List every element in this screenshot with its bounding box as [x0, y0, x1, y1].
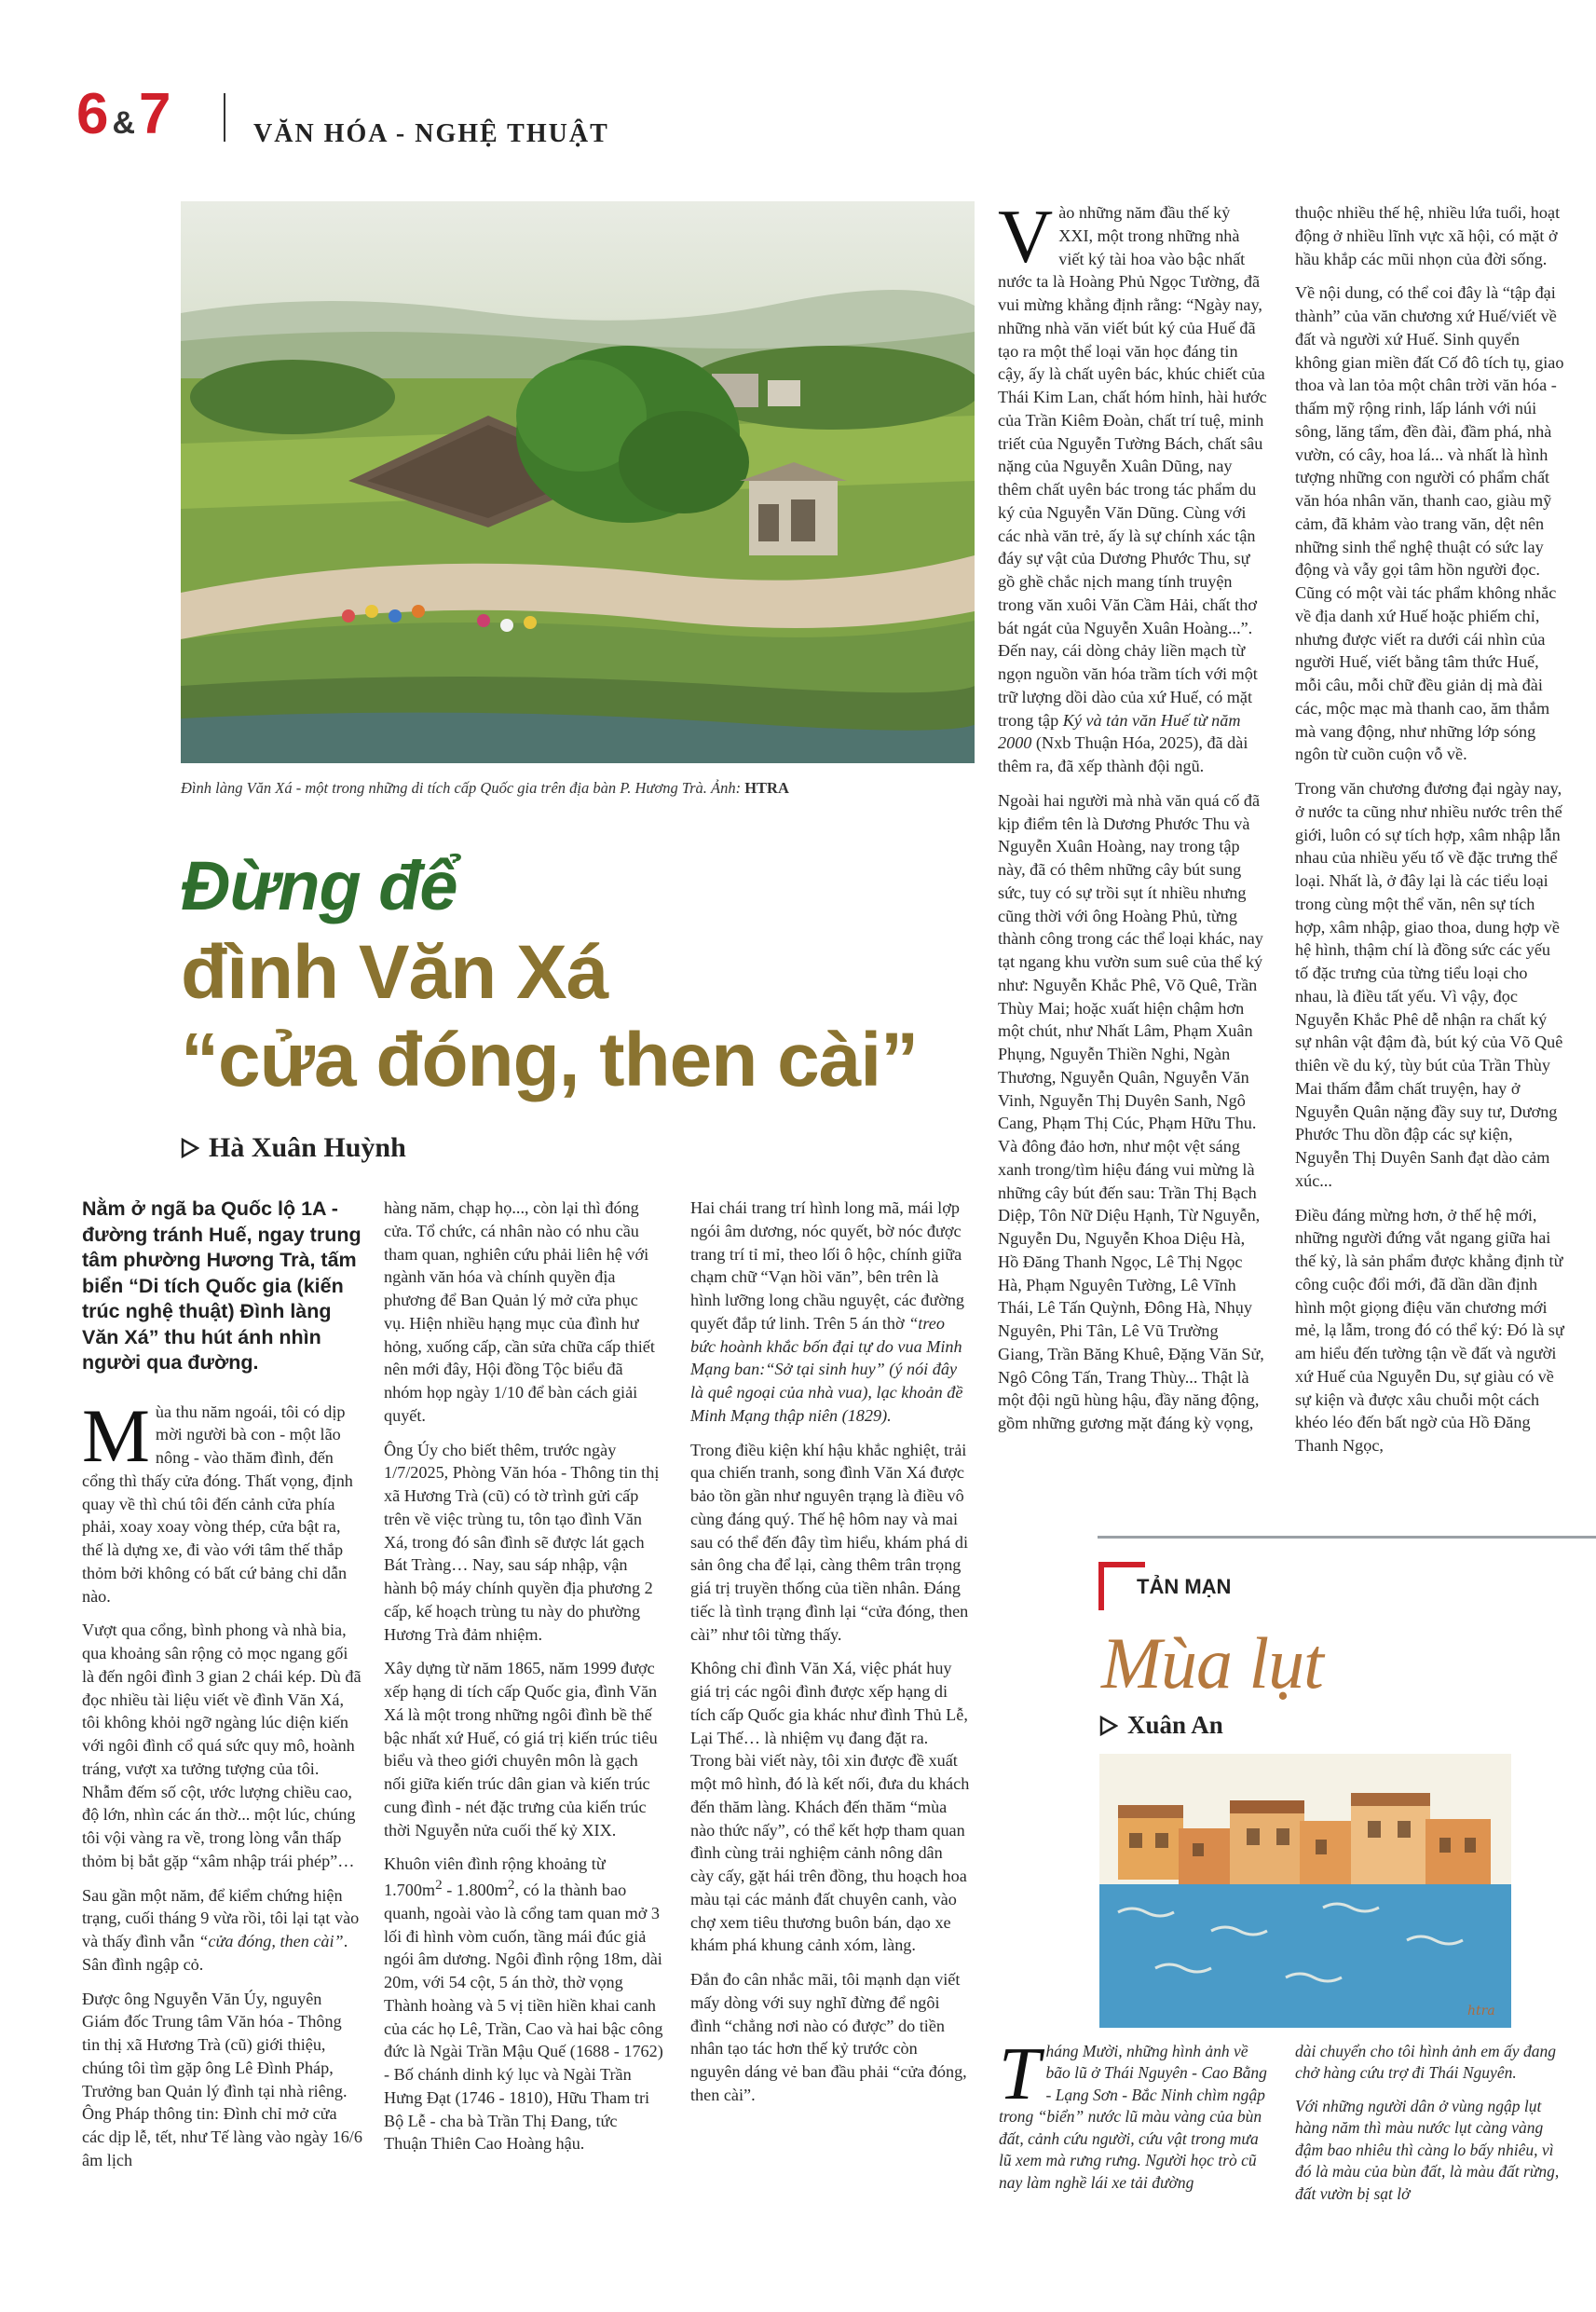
paragraph-text: - 1.800m — [442, 1881, 508, 1900]
paragraph-italic: “treo bức hoành khắc bốn đại tự do vua Minh Mạng ban:“Sở tại sinh huy” (ý nói đây là quê ngoại của nhà vua), lạc khoản đề Minh Mạng thập niên (1829). — [690, 1313, 963, 1425]
paragraph: Trong văn chương đương đại ngày nay, ở nước ta cũng như nhiều nước trên thế giới, luôn có sự tích hợp, xâm nhập lẫn nhau của nhiều yếu tố về đặc trưng thể loại. Nhất là, ở đây lại là các tiểu loại trong cùng một thể văn, nên sự tích hợp, xâm nhập, giao thoa, dung hợp về hệ hình, thậm chí là đồng sức các yếu tố đặc trưng của từng tiểu loại cho nhau, là điều tất yếu. Vì vậy, đọc Nguyễn Khắc Phê dễ nhận ra chất ký sự nhân vật đậm đà, bút ký của Võ Quê thiên về du ký, tùy bút của Trần Thùy Mai thấm đẫm chất truyện, hay ở Nguyễn Quân nặng đầy suy tư, Dương Phước Thu dồn đập các sự kiện, Nguyễn Thị Duyên Sanh đạt dào cảm xúc... — [1295, 779, 1563, 1190]
painting-signature: htra — [1467, 2004, 1495, 2018]
village-temple-illustration — [181, 201, 975, 763]
paragraph-text: háng Mười, những hình ảnh về bão lũ ở Thái Nguyên - Cao Bằng - Lạng Sơn - Bắc Ninh chìm ngập trong “biển” nước lũ màu vàng của bùn đất, cảnh cứu người, cứu vật trong mưa lũ xem mà rưng rưng. Người học trò cũ nay làm nghề lái xe tải đường — [999, 2042, 1267, 2192]
paragraph-italic: “cửa đóng, then cài” — [198, 1932, 344, 1951]
page-number-amp: & — [112, 105, 136, 141]
paragraph — [998, 194, 1268, 778]
drop-cap: T — [999, 2033, 1041, 2115]
side-column-1 — [999, 2033, 1269, 2205]
article-photo — [181, 201, 975, 763]
review-column-2 — [1295, 201, 1565, 1469]
paragraph-text: (Nxb Thuận Hóa, 2025), đã dài thêm ra, đã xếp thành đội ngũ. — [998, 733, 1248, 775]
flood-painting — [1099, 1754, 1511, 2028]
paragraph: Xây dựng từ năm 1865, năm 1999 được xếp hạng di tích cấp Quốc gia, đình Văn Xá là một trong những ngôi đình bề thế bậc nhất xứ Huế, có giá trị kiến trúc tiêu biểu và theo giới chuyên môn là gạch nối giữa kiến trúc dân gian và kiến trúc cung đình - nét đặc trưng của kiến trúc thời Nguyễn nửa cuối thế kỷ XIX. — [384, 1659, 658, 1840]
side-author-byline — [1099, 1711, 1223, 1740]
headline-line-1: Đừng để — [181, 847, 457, 924]
paragraph-text: . Sân đình ngập cỏ. — [82, 1932, 348, 1974]
play-triangle-icon — [181, 1138, 199, 1158]
paragraph: thuộc nhiều thế hệ, nhiều lứa tuổi, hoạt động ở nhiều lĩnh vực xã hội, có mặt ở hầu khắp các mũi nhọn của đời sống. — [1295, 203, 1561, 268]
headline-line-3: “cửa đóng, then cài” — [181, 1018, 919, 1102]
article-column-3 — [690, 1197, 970, 2118]
header-divider — [224, 93, 225, 142]
corner-bracket-stem — [1098, 1562, 1104, 1610]
paragraph-text: Sau gần một năm, để kiểm chứng hiện trạng, cuối tháng 9 vừa rồi, tôi lại tạt vào và thấy đình vẫn — [82, 1885, 360, 1951]
page-number-b: 7 — [139, 82, 171, 146]
review-column-1 — [998, 194, 1268, 1446]
paragraph-text: ùa thu năm ngoái, tôi có dịp mời người bà con - một lão nông - vào thăm đình, đến cổng thì thấy cửa đóng. Thất vọng, định quay về thì chú tôi đến cảnh cửa phía phải, xoay xoay vòng thép, cửa bật ra, thế là dựng xe, đi vào với tâm thế thắp thỏm bởi không có bất cứ bảng chỉ dẫn nào. — [82, 1402, 353, 1606]
paragraph — [384, 1853, 663, 2155]
headline-line-2: đình Văn Xá — [181, 930, 608, 1015]
paragraph: hàng năm, chạp họ..., còn lại thì đóng cửa. Tổ chức, cá nhân nào có nhu cầu tham quan, nghiên cứu phải liên hệ với ngành văn hóa và chính quyền địa phương để Ban Quản lý mở cửa phục vụ. Hiện nhiều hạng mục của đình hư hỏng, xuống cấp, cần sửa chữa cấp thiết nên mới đây, Hội đồng Tộc biểu đã nhóm họp ngày 1/10 để bàn cách giải quyết. — [384, 1198, 655, 1425]
paragraph: Điều đáng mừng hơn, ở thế hệ mới, những người đứng vắt ngang giữa hai thế kỷ, là sản phẩm được khẳng định từ công cuộc đổi mới, đã dần dần định hình một giọng điệu văn chương mới mẻ, lạ lẫm, trong đó có thể ký: Đó là sự am hiểu đến tường tận về đất và người xứ Huế của Nguyễn Du, sự giàu có về sự kiện và được xâu chuỗi một cách khéo léo đến bất ngờ của Hồ Đăng Thanh Ngọc, — [1295, 1205, 1564, 1455]
paragraph: Không chỉ đình Văn Xá, việc phát huy giá trị các ngôi đình được xếp hạng di tích cấp Quốc gia khác như đình Thủ Lễ, Lại Thế… là nhiệm vụ đang đặt ra. Trong bài viết này, tôi xin được đề xuất một mô hình, đó là kết nối, đưa du khách đến thăm làng. Khách đến thăm “mùa nào thức nấy”, có thể kết hợp tham quan đình cùng trải nghiệm cảnh nông dân cày cấy, gặt hái trên đồng, thu hoạch hoa màu tại các mảnh đất chuyên canh, vào chợ xem tiêu thương buôn bán, dạo xe khám phá khung cảnh xóm, làng. — [690, 1659, 970, 1955]
book-title: Ký và tản văn Huế từ năm 2000 — [998, 710, 1241, 753]
paragraph: dài chuyển cho tôi hình ảnh em ấy đang chở hàng cứu trợ đi Thái Nguyên. — [1295, 2042, 1556, 2083]
article-column-2 — [384, 1197, 663, 2167]
paragraph-text: ào những năm đầu thế kỷ XXI, một trong những nhà viết ký tài hoa vào bậc nhất nước ta là Hoàng Phủ Ngọc Tường, đã vui mừng khẳng định rằng: “Ngày nay, những nhà văn viết bút ký của Huế đã tạo ra một thể loại văn học đáng tin cậy, ấy là chất uyên bác, khúc chiết của Thái Kim Lan, chất hóm hỉnh, hài hước của Trần Kiêm Đoàn, chất trí tuệ, minh triết của Nguyễn Tường Bách, chất sâu nặng của Nguyễn Xuân Dũng, nay thêm chất uyên bác trong tác phẩm du ký của Nguyễn Văn Dũng. Cùng với các nhà văn trẻ, ấy là sự chính xác tận đáy sự vật của Dương Phước Thu, sự gồ ghề chắc nịch mang tính truyện trong văn xuôi Văn Cầm Hải, chất thơ bát ngát của Nguyễn Xuân Hoàng...”. Đến nay, cái dòng chảy liền mạch từ ngọn nguồn văn hóa trầm tích với một trữ lượng dồi dào của xứ Huế, có mặt trong tập — [998, 203, 1267, 730]
article-lead: Nằm ở ngã ba Quốc lộ 1A - đường tránh Huế, ngay trung tâm phường Hương Trà, tấm biển “Di tích Quốc gia (kiến trúc nghệ thuật) Đình làng Văn Xá” thu hút ánh nhìn người qua đường. — [82, 1197, 361, 1375]
caption-credit: HTRA — [744, 779, 789, 797]
paragraph-text: , có la thành bao quanh, ngoài vào là cổng tam quan mở 3 lối đi hình vòm cuốn, tầng mái đúc giả ngói âm dương. Ngôi đình rộng 18m, dài 20m, với 54 cột, 5 án thờ, thờ vọng Thành hoàng và 5 vị tiền hiền khai canh của các họ Lê, Trần, Cao và hai bậc công đức là Ngài Trần Mậu Quế (1688 - 1762) - Bố chánh dinh ký lục và Ngài Trần Hưng Đạt (1746 - 1810), Hữu Tham tri Bộ Lễ - cha bà Trần Thị Đang, tức Thuận Thiên Cao Hoàng hậu. — [384, 1881, 663, 2154]
paragraph: Ngoài hai người mà nhà văn quá cố đã kịp điểm tên là Dương Phước Thu và Nguyễn Xuân Hoàng, nay trong tập này, đã có thêm những cây bút sung sức, tuy có sự trồi sụt ít nhiều nhưng cũng thời với ông Hoàng Phủ, từng thành công trong các thể loại khác, nay tạt ngang khu vườn sum suê của thể ký như: Nguyễn Khắc Phê, Võ Quê, Trần Thùy Mai; hoặc xuất hiện chậm hơn một chút, như Nhất Lâm, Phạm Xuân Phụng, Nguyễn Thiền Nghi, Ngàn Thương, Nguyễn Quân, Nguyễn Văn Vinh, Nguyễn Thị Duyên Sanh, Ngô Cang, Phạm Thị Cúc, Phạm Hữu Thu. Và đông đảo hơn, như một vệt sáng xanh trong/tìm hiệu đáng vui mừng là những cây bút đến sau: Trần Thị Bạch Diệp, Tôn Nữ Diệu Hạnh, Từ Nguyễn, Nguyễn Du, Nguyễn Khoa Diệu Hà, Hồ Đăng Thanh Ngọc, Lê Thị Ngọc Hà, Phạm Nguyên Tường, Lê Vĩnh Thái, Lê Tấn Quỳnh, Đông Hà, Nhụy Nguyên, Phi Tân, Lê Vũ Trường Giang, Trần Băng Khuê, Đặng Văn Sử, Ngô Công Tấn, Trang Thùy... Thật là một đội ngũ hùng hậu, đầy năng động, gồm những gương mặt đáng kỳ vọng, — [998, 790, 1264, 1432]
author-byline — [181, 1132, 406, 1164]
side-article-title: Mùa lụt — [1101, 1622, 1323, 1703]
paragraph: Với những người dân ở vùng ngập lụt hàng năm thì màu nước lụt càng vàng đậm bao nhiêu thì càng lo bấy nhiêu, vì đó là màu của bùn đất, là màu đất rừng, đất vườn bị sạt lở — [1295, 2096, 1560, 2203]
paragraph-text: Khuôn viên đình rộng khoảng từ 1.700m — [384, 1854, 606, 1900]
paragraph: Vượt qua cổng, bình phong và nhà bia, qua khoảng sân rộng cỏ mọc ngang gối là đến ngôi đình 3 gian 2 chái kép. Dù đã đọc nhiều tài liệu viết về đình Văn Xá, tôi không khỏi ngỡ ngàng lúc diện kiến với ngôi đình cổ quá sức quy mô, hoành tráng, vượt xa tưởng tượng của tôi. Nhẫm đếm số cột, ước lượng chiều cao, độ lớn, nhìn các án thờ... một lúc, chúng tôi vội vàng ra về, trong lòng vẫn thấp thỏm bị bắt gặp “xâm nhập trái phép”… — [82, 1621, 361, 1870]
caption-text: Đình làng Văn Xá - một trong những di tích cấp Quốc gia trên địa bàn P. Hương Trà. Ảnh: — [181, 779, 742, 797]
paragraph: Được ông Nguyễn Văn Úy, nguyên Giám đốc Trung tâm Văn hóa - Thông tin thị xã Hương Trà (cũ) giới thiệu, chúng tôi tìm gặp ông Lê Đình Pháp, Trưởng ban Quản lý đình tại nhà riêng. Ông Pháp thông tin: Đình chỉ mở cửa các dịp lễ, tết, như Tế làng vào ngày 16/6 âm lịch — [82, 1989, 362, 2169]
section-title: VĂN HÓA - NGHỆ THUẬT — [253, 119, 609, 148]
paragraph: Đắn đo cân nhắc mãi, tôi mạnh dạn viết mấy dòng với suy nghĩ đừng để ngôi đình “chẳng nơi nào có được” do tiền nhân tạo tác hơn thế kỷ trước còn nguyên dáng vẻ ban đầu phải “cửa đóng, then cài”. — [690, 1970, 967, 2104]
page-number — [76, 82, 171, 151]
paragraph — [82, 1392, 363, 1608]
paragraph: Trong điều kiện khí hậu khắc nghiệt, trải qua chiến tranh, song đình Văn Xá được bảo tồn gần như nguyên trạng là điều vô cùng đáng quý. Thế hệ hôm nay và mai sau có thể đến đây tìm hiểu, khám phá di sản ông cha để lại, càng thêm trân trọng giá trị truyền thống của tiền nhân. Đáng tiếc là tình trạng đình lại “cửa đóng, then cài” như tôi từng thấy. — [690, 1440, 969, 1644]
side-author-name: Xuân An — [1127, 1711, 1223, 1739]
page-number-a: 6 — [76, 82, 109, 146]
photo-caption — [181, 779, 975, 798]
drop-cap: V — [998, 194, 1054, 279]
play-triangle-icon — [1099, 1716, 1118, 1736]
side-column-2 — [1295, 2041, 1565, 2216]
paragraph: Về nội dung, có thể coi đây là “tập đại thành” của văn chương xứ Huế/viết về đất và người xứ Huế. Sinh quyển không gian miền đất Cố đô tích tụ, giao thoa và lan tỏa một chân trời văn hóa - thấm mỹ rộng rinh, lấp lánh với núi sông, lăng tẩm, đền đài, đầm phá, nhà vườn, có cây, hoa lá... và nhất là hình tượng những con người có phẩm chất văn hóa nhân văn, thanh cao, giàu mỹ cảm, đã khảm vào trang văn, dệt nên những sinh thể nghệ thuật có sức lay động và vẫy gọi tâm hồn người đọc. Cũng có một vài tác phẩm không nhắc về địa danh xứ Huế hoặc phiếm chỉ, nhưng được viết ra dưới cái nhìn của người Huế, viết bằng tâm thức Huế, mỗi câu, mỗi chữ đều giản dị mà đài các, mộc mạc mà thanh cao, ăm thắm mà vang động, như những lớp sóng ngôn từ cuồn cuộn vỗ về. — [1295, 283, 1564, 764]
superscript: 2 — [507, 1877, 515, 1893]
paragraph: Ông Úy cho biết thêm, trước ngày 1/7/2025, Phòng Văn hóa - Thông tin thị xã Hương Trà (cũ) có tờ trình gửi cấp trên về việc trùng tu, tôn tạo đình Văn Xá, trong đó sân đình sẽ được lát gạch Bát Tràng… Nay, sau sáp nhập, vận hành bộ máy chính quyền địa phương 2 cấp, kế hoạch trùng tu này do phường Hương Trà đảm nhiệm. — [384, 1440, 660, 1644]
paragraph — [690, 1197, 970, 1428]
paragraph — [999, 2033, 1269, 2194]
paragraph-text: Hai chái trang trí hình long mã, mái lợp ngói âm dương, nóc quyết, bờ nóc được trang trí tỉ mỉ, theo lối ô hộc, chính giữa chạm chữ “Vạn hồi văn”, bên trên là hình lưỡng long chầu nguyệt, các đường quyết đắp tứ linh. Trên 5 án thờ — [690, 1198, 965, 1333]
paragraph — [82, 1884, 363, 1977]
author-name: Hà Xuân Huỳnh — [209, 1132, 406, 1163]
drop-cap: M — [82, 1392, 150, 1478]
column-label: TẢN MẠN — [1137, 1575, 1232, 1598]
article-column-1 — [82, 1197, 363, 2183]
side-box-rule — [1098, 1536, 1596, 1539]
superscript: 2 — [435, 1877, 443, 1893]
flooded-houses-illustration — [1099, 1754, 1511, 2028]
